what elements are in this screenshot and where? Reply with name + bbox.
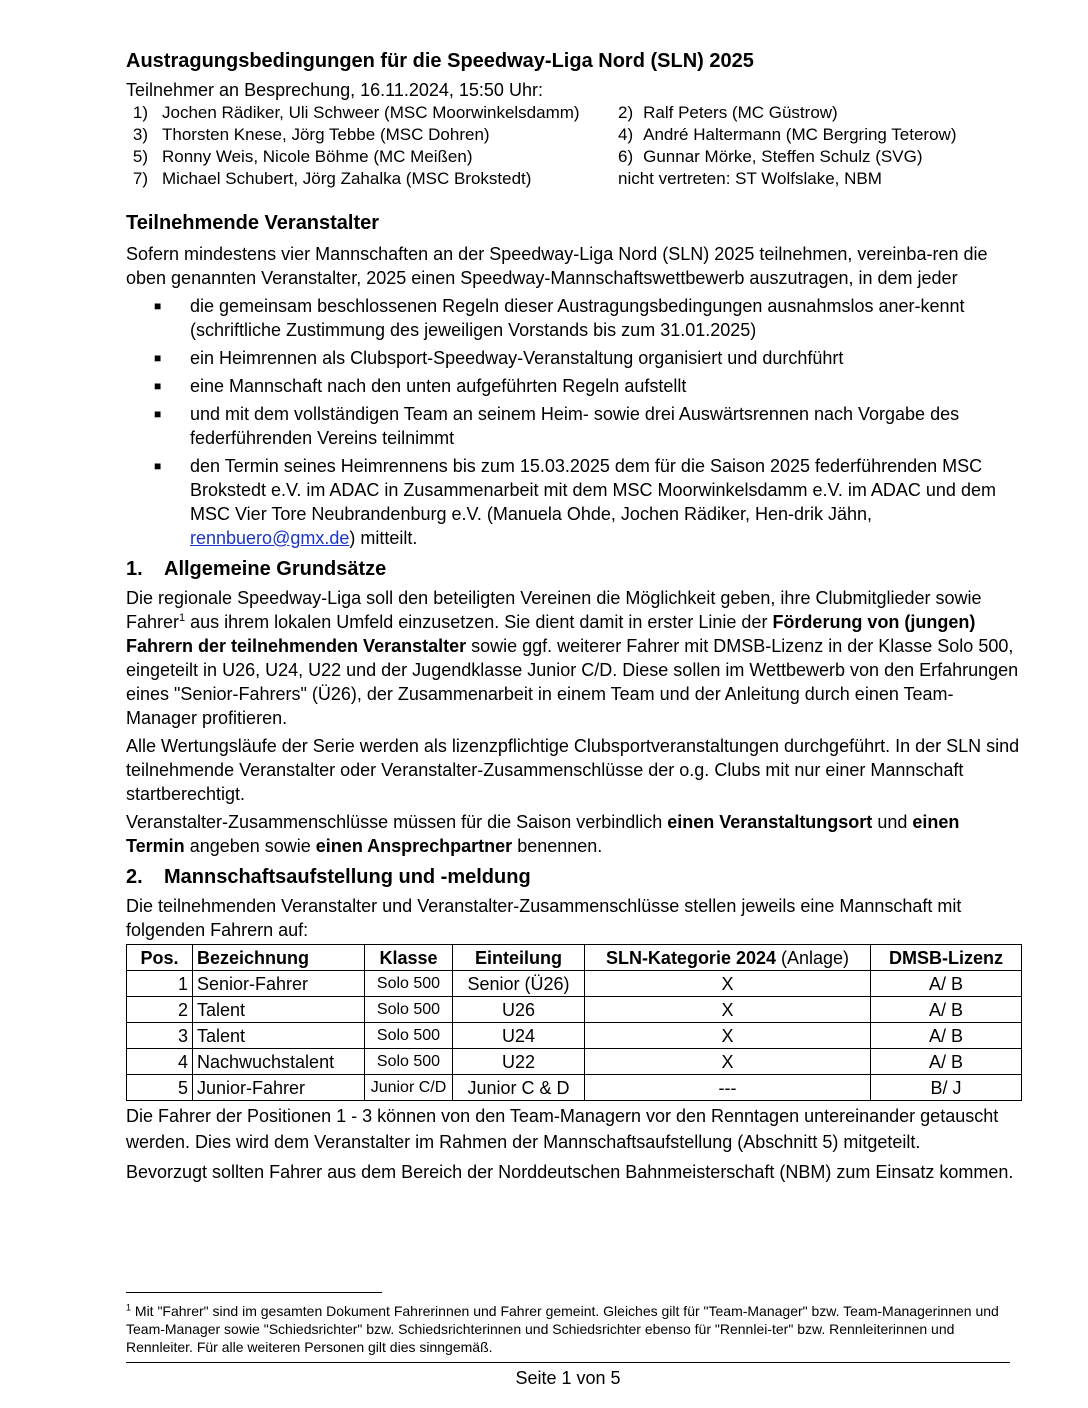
cell-sln: X <box>585 1023 871 1049</box>
participant-item <box>126 168 618 190</box>
cell-pos: 1 <box>127 971 193 997</box>
cell-lizenz: A/ B <box>871 1049 1022 1075</box>
table-row <box>127 1023 1022 1049</box>
cell-lizenz: A/ B <box>871 997 1022 1023</box>
cell-sln: --- <box>585 1075 871 1101</box>
veranstalter-bullet-list <box>154 294 1022 550</box>
participant-number: 1) <box>132 103 148 122</box>
cell-pos: 5 <box>127 1075 193 1101</box>
footnote-text: Mit "Fahrer" sind im gesamten Dokument Fahrerinnen und Fahrer gemeint. Gleiches gilt für "Team-Manager" bzw. Team-Managerinnen und Team-Manager sowie "Schiedsrichter" bzw. Schiedsrichterinnen und Schiedsrichter ebenso für "Rennlei-ter" bzw. Rennleiterinnen und Rennleiter. Für alle weiteren Personen gilt dies sinngemäß. <box>126 1303 999 1355</box>
participant-list <box>126 102 1022 190</box>
participant-item <box>126 146 618 168</box>
cell-pos: 2 <box>127 997 193 1023</box>
participant-number: 7) <box>132 169 148 188</box>
list-item-text: eine Mannschaft nach den unten aufgeführten Regeln aufstellt <box>190 376 687 396</box>
cell-bezeichnung: Talent <box>193 1023 365 1049</box>
text-run: sowie ggf. weiterer Fahrer mit DMSB-Lizenz in der Klasse Solo 500, eingeteilt in U26, U24, U22 und der Jugendklasse Junior C/D. Diese sollen im Wettbewerb von den Erfahrungen eines "Senior-Fahrers" (Ü26), der Zusammenarbeit in einem Team und der Anleitung durch einen Team-Manager profitieren. <box>126 636 1019 728</box>
text-run: aus ihrem lokalen Umfeld einzusetzen. Sie dient damit in erster Linie der <box>185 612 773 632</box>
cell-einteilung: Senior (Ü26) <box>453 971 585 997</box>
participant-item <box>618 146 1022 168</box>
meeting-intro: Teilnehmer an Besprechung, 16.11.2024, 15:50 Uhr: <box>126 80 543 100</box>
document-title: Austragungsbedingungen für die Speedway-Liga Nord (SLN) 2025 <box>126 50 754 72</box>
list-item <box>154 346 1022 370</box>
list-item-text-end: ) mitteilt. <box>349 528 418 548</box>
cell-einteilung: U26 <box>453 997 585 1023</box>
section2-paragraph-2: Die Fahrer der Positionen 1 - 3 können von den Team-Managern vor den Renntagen untereinander getauscht werden. Dies wird dem Veranstalter im Rahmen der Mannschaftsaufstellung (Abschnitt 5) mitgeteilt. <box>126 1106 999 1152</box>
section-title: Mannschaftsaufstellung und -meldung <box>164 866 531 888</box>
bold-text: einen Ansprechpartner <box>315 836 513 856</box>
square-bullet-icon: ■ <box>154 299 162 313</box>
participant-item <box>618 168 1022 190</box>
cell-klasse: Solo 500 <box>365 971 453 997</box>
participant-item <box>126 124 618 146</box>
section-number: 1. <box>126 558 143 580</box>
list-item-text: die gemeinsam beschlossenen Regeln dieser Austragungsbedingungen ausnahmslos aner-kennt (schriftliche Zustimmung des jeweiligen Vorstands bis zum 31.01.2025) <box>190 296 965 340</box>
participant-item <box>618 124 1022 146</box>
cell-einteilung: U24 <box>453 1023 585 1049</box>
table-header-row <box>127 945 1022 971</box>
page-number: Seite 1 von 5 <box>515 1368 621 1388</box>
section-heading-2 <box>126 864 1022 890</box>
section-heading-veranstalter: Teilnehmende Veranstalter <box>126 212 380 234</box>
participant-text: Thorsten Knese, Jörg Tebbe (MSC Dohren) <box>162 125 490 144</box>
square-bullet-icon: ■ <box>154 459 162 473</box>
header-text: SLN-Kategorie 2024 <box>605 947 776 968</box>
header-note: (Anlage) <box>776 947 850 968</box>
section1-paragraph-3 <box>126 810 1022 858</box>
participant-item <box>126 102 618 124</box>
footnote-reference[interactable]: 1 <box>179 612 186 624</box>
participant-text: Gunnar Mörke, Steffen Schulz (SVG) <box>643 147 923 166</box>
participant-number: 3) <box>132 125 148 144</box>
text-run: Veranstalter-Zusammenschlüsse müssen für die Saison verbindlich <box>126 812 668 832</box>
column-header-einteilung: Einteilung <box>453 945 585 971</box>
list-item <box>154 374 1022 398</box>
cell-bezeichnung: Nachwuchstalent <box>193 1049 365 1075</box>
cell-bezeichnung: Senior-Fahrer <box>193 971 365 997</box>
text-run: Die regionale Speedway-Liga soll den beteiligten Vereinen die Möglichkeit geben, ihre Clubmitglieder sowie Fahrer <box>126 588 982 632</box>
participant-number: 2) <box>618 103 634 122</box>
column-header-sln-kategorie <box>585 945 871 971</box>
cell-lizenz: B/ J <box>871 1075 1022 1101</box>
list-item-text: ein Heimrennen als Clubsport-Speedway-Veranstaltung organisiert und durchführt <box>190 348 844 368</box>
column-header-pos: Pos. <box>127 945 193 971</box>
section2-paragraph-3: Bevorzugt sollten Fahrer aus dem Bereich der Norddeutschen Bahnmeisterschaft (NBM) zum Einsatz kommen. <box>126 1162 1014 1182</box>
column-header-klasse: Klasse <box>365 945 453 971</box>
participant-text: Jochen Rädiker, Uli Schweer (MSC Moorwinkelsdamm) <box>162 103 580 122</box>
cell-pos: 3 <box>127 1023 193 1049</box>
list-item <box>154 454 1022 550</box>
column-header-lizenz: DMSB-Lizenz <box>871 945 1022 971</box>
email-link[interactable]: rennbuero@gmx.de <box>190 528 350 548</box>
cell-pos: 4 <box>127 1049 193 1075</box>
cell-bezeichnung: Junior-Fahrer <box>193 1075 365 1101</box>
footer-divider <box>126 1362 1010 1363</box>
cell-bezeichnung: Talent <box>193 997 365 1023</box>
text-run: benennen. <box>512 836 603 856</box>
square-bullet-icon: ■ <box>154 351 162 365</box>
cell-sln: X <box>585 971 871 997</box>
participant-text: Ronny Weis, Nicole Böhme (MC Meißen) <box>162 147 473 166</box>
section-heading-1 <box>126 556 1022 582</box>
participant-item <box>618 102 1022 124</box>
bold-text: einen Termin <box>126 812 960 856</box>
participant-text: André Haltermann (MC Bergring Teterow) <box>643 125 957 144</box>
list-item-text-start: den Termin seines Heimrennens bis zum 15.03.2025 dem für die Saison 2025 federführenden MSC Brokstedt e.V. im ADAC in Zusammenarbeit mit dem MSC Moorwinkelsdamm e.V. im ADAC und dem MSC Vier Tore Neubrandenburg e.V. (Manuela Ohde, Jochen Rädiker, Hen-drik Jähn, <box>190 456 996 524</box>
cell-lizenz: A/ B <box>871 1023 1022 1049</box>
table-row <box>127 1049 1022 1075</box>
participant-number: 4) <box>618 125 634 144</box>
text-run: angeben sowie <box>184 836 316 856</box>
team-table <box>126 944 1022 1101</box>
cell-klasse: Junior C/D <box>365 1075 453 1101</box>
cell-sln: X <box>585 997 871 1023</box>
section1-paragraph-1 <box>126 586 1022 730</box>
cell-klasse: Solo 500 <box>365 997 453 1023</box>
table-row <box>127 1075 1022 1101</box>
cell-klasse: Solo 500 <box>365 1023 453 1049</box>
column-header-bezeichnung: Bezeichnung <box>193 945 365 971</box>
list-item-text: und mit dem vollständigen Team an seinem Heim- sowie drei Auswärtsrennen nach Vorgabe des federführenden Vereins teilnimmt <box>190 404 960 448</box>
section-title: Allgemeine Grundsätze <box>164 558 387 580</box>
participant-text: Michael Schubert, Jörg Zahalka (MSC Brokstedt) <box>162 169 532 188</box>
list-item <box>154 294 1022 342</box>
square-bullet-icon: ■ <box>154 379 162 393</box>
bold-text: Förderung von (jungen) Fahrern der teilnehmenden Veranstalter <box>126 612 976 656</box>
section1-paragraph-2: Alle Wertungsläufe der Serie werden als lizenzpflichtige Clubsportveranstaltungen durchgeführt. In der SLN sind teilnehmende Veranstalter oder Veranstalter-Zusammenschlüsse der o.g. Clubs mit nur einer Mannschaft startberechtigt. <box>126 736 1020 804</box>
bold-text: einen Veranstaltungsort <box>667 812 873 832</box>
text-run: und <box>872 812 913 832</box>
square-bullet-icon: ■ <box>154 407 162 421</box>
footnote-divider <box>126 1292 382 1293</box>
participant-text: nicht vertreten: ST Wolfslake, NBM <box>618 169 882 188</box>
cell-einteilung: U22 <box>453 1049 585 1075</box>
cell-lizenz: A/ B <box>871 971 1022 997</box>
list-item <box>154 402 1022 450</box>
cell-klasse: Solo 500 <box>365 1049 453 1075</box>
section2-paragraph-1: Die teilnehmenden Veranstalter und Veranstalter-Zusammenschlüsse stellen jeweils eine Mannschaft mit folgenden Fahrern auf: <box>126 896 962 940</box>
cell-einteilung: Junior C & D <box>453 1075 585 1101</box>
cell-sln: X <box>585 1049 871 1075</box>
participant-text: Ralf Peters (MC Güstrow) <box>643 103 838 122</box>
table-row <box>127 971 1022 997</box>
footnote <box>126 1302 1022 1356</box>
footnote-number: 1 <box>126 1302 132 1313</box>
section-number: 2. <box>126 866 143 888</box>
participant-number: 5) <box>132 147 148 166</box>
participant-number: 6) <box>618 147 634 166</box>
veranstalter-paragraph: Sofern mindestens vier Mannschaften an der Speedway-Liga Nord (SLN) 2025 teilnehmen, vereinba-ren die oben genannten Veranstalter, 2025 einen Speedway-Mannschaftswettbewerb auszutragen, in dem jeder <box>126 244 988 288</box>
table-row <box>127 997 1022 1023</box>
list-item-text <box>190 454 1022 550</box>
